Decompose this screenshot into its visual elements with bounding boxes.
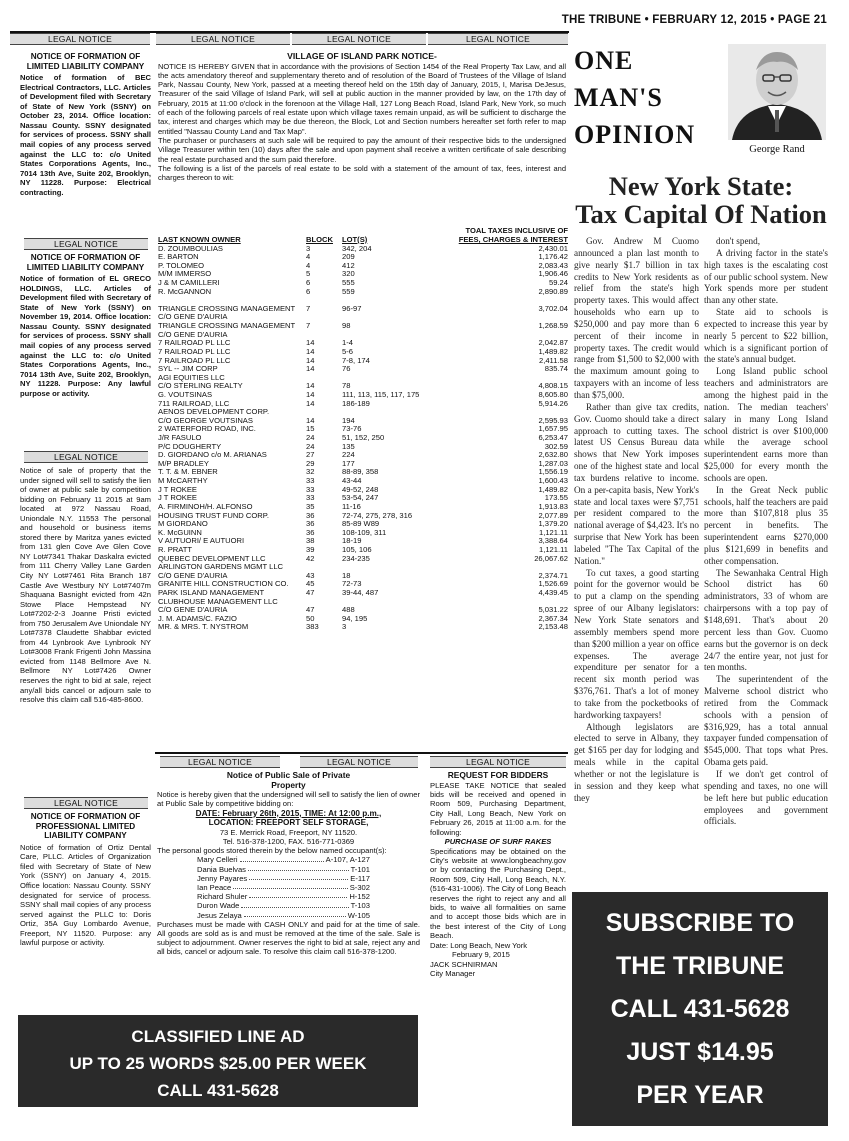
table-cell: PARK ISLAND MANAGEMENT [158, 587, 265, 597]
sale-location: LOCATION: FREEPORT SELF STORAGE, [208, 818, 369, 828]
table-cell: 24 [306, 433, 315, 443]
table-cell: E. BARTON [158, 252, 199, 262]
table-cell: 711 RAILROAD, LLC [158, 398, 230, 408]
table-cell: 11-16 [342, 501, 361, 511]
table-cell: 88-89, 358 [342, 467, 379, 477]
table-cell: TRIANGLE CROSSING MANAGEMENT [158, 303, 296, 313]
table-cell: 14 [306, 398, 315, 408]
occupant-row [197, 874, 370, 883]
column-paragraph: Long Island public school teachers and administrators are among the highest paid in the nation. The median teachers' salary in many Long Island school district is over $100,000 while the average school superintendent earns more than $25,000 for every month the schools are open. [704, 366, 828, 483]
table-row [158, 279, 568, 288]
table-cell: CLUBHOUSE MANAGEMENT LLC [158, 596, 278, 606]
table-cell: 36 [306, 519, 315, 529]
table-cell: 14 [306, 381, 315, 391]
table-cell: TRIANGLE CROSSING MANAGEMENT [158, 321, 296, 331]
classified-line-1: CLASSIFIED LINE AD [131, 1027, 305, 1046]
table-cell [342, 563, 440, 572]
occupant-name: Richard Shuler [197, 892, 248, 902]
table-cell: C/O STERLING REALTY [158, 381, 243, 391]
table-cell: AENOS DEVELOPMENT CORP. [158, 407, 270, 417]
table-cell: 4,439.45 [538, 587, 568, 597]
table-cell: 412 [342, 260, 355, 270]
author-photo [728, 44, 826, 140]
occupant-unit: W-105 [347, 910, 370, 920]
table-cell: 53-54, 247 [342, 493, 379, 503]
table-cell: 39 [306, 544, 315, 554]
occupant-row [197, 901, 370, 910]
table-cell: 555 [342, 278, 355, 288]
notice-body: Notice of sale of property that the under signed will sell to satisfy the lien of owner at public sale by competition bidding on February 11 2015 at 9am located at 972 Nassau Road, Uniondale N.Y. 11553 The personal and household or business items stored there by Maritza yanes evicted from 131 glen Cove Ave Glen Cove NY Lot#7341 Thakar Daskalra evicted from 111 Cherry Valley Lane Garden City NY Lot#7461 Rita Branch 187 Castle Ave Westbury NY Lot#7407m Shaquana Basnight evicted from 42n Stowe Place Hempstead NY Lot#7202-2-3 Joanne Pristi evicted from 750 Jerusalem Ave Uniondale NY Lot#7378 Claudette Shabbar evicted from 44 Lynbrook Ave Lynbrook NY Lot#3008 Frank Frigenti John Massina evicted from 1148 Bellmore Ave N. Bellmore NY Lot#7426 Owner reserves the right to bid at sale, reject any/all bids cancel or adjourn sale to resolve this claim call 516-485-8600. [20, 466, 151, 705]
notice-body: NOTICE IS HEREBY GIVEN that in accordance with the provisions of Section 1454 of the Real Property Tax Law, and all the acts amendatory thereof and supplementary thereto and of resolution of the Board of Trustees of the Village of Island Park, Nassau County, New York, passed at a meeting thereof held on the 15th day of January, 2015, I, Marisa DeJesus, Treasurer of the said Village of Island Park, will sell at public auction in the manner provided by law, on the 17th day of February, 2015 at 11:00 o'clock in the forenoon at the Village Hall, 127 Long Beach Road, Island Park, New York, so much of each of the following parcels of real estate upon which village taxes remain unpaid, as will be sufficient to discharge the tax, interest and charges which may be due thereon, the Block, Lot and Section numbers hereafter set forth refer to map entitled "Nassau County Land and Tax Map". [158, 61, 566, 136]
table-cell: 33 [306, 493, 315, 503]
table-cell: QUEBEC DEVELOPMENT LLC [158, 553, 266, 563]
sale-date: DATE: February 26th, 2015, TIME: At 12:00 p.m., [195, 808, 382, 818]
legal-notice-label: LEGAL NOTICE [24, 238, 148, 250]
table-cell: 1,906.46 [538, 269, 568, 279]
table-cell: 209 [342, 252, 355, 262]
notice-title: VILLAGE OF ISLAND PARK NOTICE- [287, 52, 437, 61]
legal-notice-label: LEGAL NOTICE [10, 33, 150, 45]
column-paragraph: Although legislators are elected to serve in Albany, they get $165 per day for lodging and meals while in the capital whether or not the legislature is in session and they keep what they [574, 721, 699, 803]
table-cell: 98 [342, 321, 351, 331]
occupant-unit: E-117 [350, 873, 370, 883]
table-cell: 320 [342, 269, 355, 279]
legal-notice-label: LEGAL NOTICE [428, 33, 568, 45]
table-cell: 7 RAILROAD PL LLC [158, 338, 231, 348]
table-cell: J T ROKEE [158, 484, 197, 494]
table-header: LAST KNOWN OWNER BLOCK LOT(S) FEES, CHARGES & INTEREST [158, 235, 568, 244]
table-cell: 177 [342, 458, 355, 468]
table-cell: 194 [342, 415, 355, 425]
table-cell: 2,890.89 [538, 286, 568, 296]
table-cell: R. McGANNON [158, 286, 212, 296]
table-cell: 14 [306, 355, 315, 365]
notice-title: NOTICE OF FORMATION OF LIMITED LIABILITY COMPANY [26, 253, 145, 272]
table-cell: 1,287.03 [538, 458, 568, 468]
table-cell: 49-52, 248 [342, 484, 379, 494]
table-cell: 3 [342, 622, 347, 632]
signer-title: City Manager [430, 968, 476, 978]
table-cell: 14 [306, 415, 315, 425]
table-cell: 1,176.42 [538, 252, 568, 262]
page-header: THE TRIBUNE • FEBRUARY 12, 2015 • PAGE 21 [561, 14, 827, 26]
table-cell: C/O GEORGE VOUTSINAS [158, 415, 253, 425]
table-cell: 6 [306, 278, 311, 288]
leader-dots [249, 892, 347, 898]
occupant-row [197, 865, 370, 874]
legal-notice-label: LEGAL NOTICE [24, 451, 148, 463]
table-row [158, 468, 568, 477]
goods-intro: The personal goods stored therein by the below named occupant(s): [157, 846, 387, 856]
table-cell: J & M CAMILLERI [158, 278, 220, 288]
table-cell: 105, 106 [342, 544, 372, 554]
leader-dots [233, 883, 348, 889]
table-cell: 4 [306, 252, 311, 262]
table-cell: 45 [306, 579, 315, 589]
table-cell: 2,367.34 [538, 613, 568, 623]
table-cell: 2,632.80 [538, 450, 568, 460]
tax-sale-table [158, 236, 568, 632]
leader-dots [249, 874, 348, 880]
table-cell: 835.74 [544, 364, 568, 374]
table-cell: 39-44, 487 [342, 587, 379, 597]
table-cell: 27 [306, 450, 315, 460]
occupant-unit: S-302 [349, 883, 370, 892]
table-cell [342, 331, 440, 340]
notice-el-greco [20, 253, 151, 443]
table-cell [342, 598, 440, 607]
table-cell: C/O GENE D'AURIA [158, 329, 228, 339]
public-sale-notice [157, 771, 420, 1011]
table-cell: GRANITE HILL CONSTRUCTION CO. [158, 579, 289, 589]
table-cell [342, 313, 440, 322]
table-cell: 14 [306, 364, 315, 374]
table-cell: 15 [306, 424, 315, 434]
table-cell: 1,379.20 [538, 519, 568, 529]
table-cell: 8,605.80 [538, 389, 568, 399]
island-park-notice [158, 52, 566, 234]
table-cell: 6,253.47 [538, 433, 568, 443]
column-paragraph: In the Great Neck public schools, half the teachers are paid more than $107,818 plus 35 percent in benefits. The superintendent earns $270,000 plus $121,699 in benefits and other compensation. [704, 484, 828, 566]
occupant-unit: H-152 [349, 892, 370, 902]
sale-address: 73 E. Merrick Road, Freeport, NY 11520. [219, 827, 358, 837]
occupant-list [157, 855, 420, 919]
table-cell: 29 [306, 458, 315, 468]
table-cell: D. ZOUMBOULIAS [158, 243, 223, 253]
table-cell: M GIORDANO [158, 519, 208, 529]
table-cell: 2,595.93 [538, 415, 568, 425]
table-row [158, 451, 568, 460]
signer-name: JACK SCHNIRMAN [430, 959, 498, 969]
table-cell: 1,556.19 [538, 467, 568, 477]
subscribe-line-5: PER YEAR [636, 1081, 764, 1109]
legal-notice-label: LEGAL NOTICE [156, 33, 290, 45]
table-cell: 2,042.87 [538, 338, 568, 348]
occupant-unit: A-107, A-127 [325, 855, 370, 865]
table-cell: 224 [342, 450, 355, 460]
table-cell: 3 [306, 243, 311, 253]
table-cell: 5 [306, 269, 311, 279]
table-cell: AGI EQUITIES LLC [158, 372, 225, 382]
table-cell: 85-89 W89 [342, 519, 380, 529]
table-cell: C/O GENE D'AURIA [158, 605, 228, 615]
table-row [158, 245, 568, 254]
table-cell: 7 [306, 303, 311, 313]
table-row [158, 288, 568, 297]
legal-notice-label: LEGAL NOTICE [160, 756, 280, 768]
table-cell: P/C DOUGHERTY [158, 441, 222, 451]
table-cell: 33 [306, 484, 315, 494]
table-cell: 14 [306, 389, 315, 399]
table-cell: 4,808.15 [538, 381, 568, 391]
leader-dots [248, 865, 349, 871]
table-cell: 47 [306, 605, 315, 615]
occupant-row [197, 855, 370, 864]
table-cell: 1,913.83 [538, 501, 568, 511]
column-paragraph: The Sewanhaka Central High School district has 60 administrators, 33 of whom are chairpersons with a top pay of $148,691. That's about 20 percent less than Gov. Cuomo earns but the governor is on deck 24/7 the entire year, not just for ten months. [704, 567, 828, 673]
table-cell: 234-235 [342, 553, 370, 563]
col-header-top: TOAL TAXES INCLUSIVE OF [465, 226, 568, 235]
table-cell: G. VOUTSINAS [158, 389, 213, 399]
table-cell: 1,600.43 [538, 476, 568, 486]
notice-body: PLEASE TAKE NOTICE that sealed bids will be received and opened in Room 509, Purchasing Department, City Hall, Long Beach, New York on February 26, 2015 at 11:00 a.m. for the following: [430, 780, 566, 837]
notice-ortiz-dental [20, 812, 151, 1024]
author-name: George Rand [749, 144, 805, 155]
notice-sale-of-property [20, 466, 151, 792]
subscribe-box [572, 892, 828, 1126]
table-cell: 302.59 [544, 441, 568, 451]
table-cell: 36 [306, 510, 315, 520]
table-cell: D. GIORDANO c/o M. ARIANAS [158, 450, 267, 460]
table-cell: 18-19 [342, 536, 362, 546]
subscribe-line-2: THE TRIBUNE [615, 952, 785, 980]
table-cell: 6 [306, 286, 311, 296]
table-cell: M McCARTHY [158, 476, 208, 486]
table-cell: 2,083.43 [538, 260, 568, 270]
table-cell: 7 RAILROAD PL LLC [158, 346, 231, 356]
table-cell: 59.24 [548, 278, 568, 288]
table-cell: J. M. ADAMS/C. FAZIO [158, 613, 237, 623]
column-headline: New York State: Tax Capital Of Nation [575, 172, 827, 228]
table-cell: 43 [306, 570, 315, 580]
table-cell: V AUTUORI/ E AUTUORI [158, 536, 245, 546]
table-cell: K. McGUINN [158, 527, 202, 537]
notice-body: The following is a list of the parcels of real estate to be sold with a statement of the amount of tax, fees, interest and charges thereon to wit: [158, 163, 566, 183]
table-row [158, 253, 568, 262]
table-cell: 2,430.01 [538, 243, 568, 253]
column-text-right [704, 236, 828, 876]
bid-date: Date: Long Beach, New York [430, 940, 528, 950]
legal-notice-label: LEGAL NOTICE [24, 797, 148, 809]
subscribe-line-1: SUBSCRIBE TO [605, 909, 795, 937]
table-cell: 559 [342, 286, 355, 296]
table-cell: 488 [342, 605, 355, 615]
occupant-name: Jenny Payares [197, 873, 248, 883]
occupant-name: Duron Wade [197, 901, 240, 911]
notice-body: Notice is hereby given that the undersigned will sell to satisfy the lien of owner at Public Sale by competitive bidding on: [157, 790, 420, 809]
table-cell: 33 [306, 476, 315, 486]
table-cell [342, 374, 440, 383]
notice-body: The purchaser or purchasers at such sale will be required to pay the amount of their respective bids to the undersigned Village Treasurer within ten (10) days after the sale and upon payment shall receive a written certificate of sale describing the real estate purchased and the sum paid therefore. [158, 135, 566, 164]
table-cell: 7 [306, 321, 311, 331]
occupant-row [197, 892, 370, 901]
table-cell: HOUSING TRUST FUND CORP. [158, 510, 269, 520]
column-paragraph: A driving factor in the state's high taxes is the escalating cost of our public school system. New York spends more per student than any other state. [704, 247, 828, 306]
table-cell: C/O GENE D'AURIA [158, 312, 228, 322]
table-cell: M/P BRADLEY [158, 458, 209, 468]
occupant-row [197, 883, 370, 892]
table-cell: 36 [306, 527, 315, 537]
table-cell: 78 [342, 381, 351, 391]
classified-ad-box [18, 1015, 418, 1107]
column-logo: ONE MAN'S OPINION [574, 46, 696, 149]
classified-line-3: CALL 431-5628 [157, 1081, 279, 1100]
table-cell: 47 [306, 587, 315, 597]
table-cell: 1,121.11 [539, 544, 568, 554]
table-cell: 135 [342, 441, 355, 451]
table-cell: 73-76 [342, 424, 362, 434]
sale-phone: Tel. 516-378-1200, FAX. 516-771-0369 [222, 836, 355, 846]
table-cell: 173.55 [544, 493, 568, 503]
occupant-name: Dania Buelvas [197, 864, 246, 874]
table-cell: 35 [306, 501, 315, 511]
table-cell: 32 [306, 467, 315, 477]
sale-terms: Purchases must be made with CASH ONLY and paid for at the time of sale. All goods are sold as is and must be removed at the time of the sale. Sale is subject to adjournment. Owner reserves the right to bid at sale, reject any and all bids, cancel or adjourn sale. To resolve this claim call 516-378-1200. [157, 919, 420, 957]
leader-dots [240, 855, 324, 861]
table-cell: 1,489.82 [538, 484, 568, 494]
bid-date-2: February 9, 2015 [452, 950, 510, 960]
table-cell: 1-4 [342, 338, 353, 348]
table-cell: 43-44 [342, 476, 362, 486]
table-cell: 2,077.89 [538, 510, 568, 520]
table-cell: J T ROKEE [158, 493, 197, 503]
table-cell: A. FIRMINOH/H. ALFONSO [158, 501, 253, 511]
table-cell: 1,526.69 [538, 579, 568, 589]
table-cell: 108-109, 311 [342, 527, 387, 537]
table-cell: 2,411.58 [539, 355, 568, 365]
table-cell: 38 [306, 536, 315, 546]
table-cell: 24 [306, 441, 315, 451]
occupant-name: Mary Celleri [197, 855, 238, 865]
notice-title: REQUEST FOR BIDDERS [447, 771, 549, 780]
column-header [572, 40, 830, 168]
column-text-left [574, 236, 699, 876]
table-cell: 3,388.64 [538, 536, 568, 546]
table-cell: 1,268.59 [538, 321, 568, 331]
table-cell: T. T. & M. EBNER [158, 467, 218, 477]
leader-dots [244, 911, 346, 917]
notice-title: NOTICE OF FORMATION OF LIMITED LIABILITY COMPANY [26, 52, 145, 71]
table-cell: 2,153.48 [538, 622, 568, 632]
table-cell: 7-8, 174 [342, 355, 370, 365]
table-cell: 72-73 [342, 579, 362, 589]
occupant-name: Jesus Zelaya [197, 910, 242, 920]
table-cell: 2 WATERFORD ROAD, INC. [158, 424, 256, 434]
table-cell: MR. & MRS. T. NYSTROM [158, 622, 249, 632]
table-cell: P. TOLOMEO [158, 260, 205, 270]
column-paragraph: Gov. Andrew M Cuomo announced a plan last month to give nearly $1.7 billion in tax credits to New York residents as relief from the state's high property taxes. This would affect households who earn up to $250,000 and pay more than 6 percent of their income in property taxes. The credit would range from $1,500 to $2,000 with the maximum amount going to taxpayers with an income of less than $75,000. [574, 236, 699, 400]
leader-dots [241, 901, 348, 907]
table-cell: 186-189 [342, 398, 370, 408]
table-cell: 7 RAILROAD PL LLC [158, 355, 231, 365]
column-paragraph: don't spend, [716, 236, 761, 246]
table-cell: 14 [306, 338, 315, 348]
occupant-name: Ian Peace [197, 883, 232, 892]
table-cell: M/M IMMERSO [158, 269, 212, 279]
occupant-row [197, 911, 370, 920]
table-cell: ARLINGTON GARDENS MGMT LLC [158, 562, 284, 572]
column-paragraph: To cut taxes, a good starting point for the governor would be to put a clamp on the spending spree of our Albany legislators: New York State senators and assembly members spend more than $200 million a year on office expenses. The average expenditure per senator for a recent six month period was $376,761. That's a lot of money to take from the pocketbooks of hardworking taxpayers! [574, 567, 699, 720]
table-row [158, 623, 568, 632]
bid-item: PURCHASE OF SURF RAKES [444, 837, 552, 847]
notice-body: Specifications may be obtained on the City's website at www.longbeachny.gov or by contacting the Purchasing Dept., Room 509, City Hall, Long Beach, N.Y. (516-431-1006). The City of Long Beach reserves the right to reject any and all bids, to waive all formalities on same and to accept those bids which are in the best interest of the City of Long Beach. [430, 846, 566, 941]
table-cell: 2,374.71 [538, 570, 568, 580]
table-cell [306, 296, 342, 305]
table-cell: SYL -- JIM CORP [158, 364, 218, 374]
column-paragraph: Rather than give tax credits, Gov. Cuomo should take a direct approach to cutting taxes. The latest US Census Bureau data shows that New York imposes one of the highest state and local tax burdens relative to income. On a per-capita basis, New York's state and local taxes were $7,751 per resident compared to the national average of $4,423. It's no surprise that New York has been labeled "The Tax Capital of the Nation." [574, 401, 699, 566]
notice-body: Notice of formation of EL GRECO HOLDINGS, LLC. Articles of Development filed with Secretary of State of New York (SSNY) on November 19, 2014. Office location: Nassau County. SSNY designated for services of process. SSNY shall mail copies of any process served against the LLC to: c/o United States Corporations Agents, Inc., 7014 13th Ave, Suite 202, Brooklyn, NY 11228. Purpose: Any lawful purpose or activity. [20, 274, 151, 398]
table-row [158, 357, 568, 366]
table-cell: 342, 204 [342, 243, 372, 253]
notice-title: Notice of Public Sale of Private Property [226, 771, 351, 790]
table-cell: 5-6 [342, 346, 353, 356]
table-cell: 111, 113, 115, 117, 175 [342, 389, 420, 399]
table-cell: 383 [306, 622, 319, 632]
legal-notice-label: LEGAL NOTICE [292, 33, 426, 45]
table-cell: 1,489.82 [538, 346, 568, 356]
legal-notice-label: LEGAL NOTICE [430, 756, 566, 768]
table-cell: 42 [306, 553, 315, 563]
table-cell: C/O GENE D'AURIA [158, 570, 228, 580]
section-rule [155, 752, 568, 754]
table-cell: 18 [342, 570, 351, 580]
notice-body: Notice of formation of Ortiz Dental Care, PLLC. Articles of Organization filed with Secretary of State of New York (SSNY) on January 4, 2015. Office location: Nassau County. SSNY designated for service of process. SSNY shall mail copies of any process served against the PLLC to: Doris Ortiz, 35A Guy Lombardo Avenue, Freeport, NY 11520. Purpose: any lawful purpose or activity. [20, 842, 151, 948]
table-cell: J/R FASULO [158, 433, 202, 443]
classified-line-2: UP TO 25 WORDS $25.00 PER WEEK [69, 1054, 367, 1073]
occupant-unit: T-103 [350, 901, 370, 911]
table-cell: 14 [306, 346, 315, 356]
column-paragraph: The superintendent of the Malverne school district who retired from the Commack schools with a pension of $316,929, has a total annual taxpayer funded compensation of $545,000. That tops what Pres. Obama gets paid. [704, 674, 828, 768]
table-cell: 96-97 [342, 303, 362, 313]
table-cell: 50 [306, 613, 315, 623]
occupant-unit: T-101 [350, 864, 370, 874]
column-paragraph: State aid to schools is expected to increase this year by nearly 5 percent to $22 billion, which is a significant portion of the state's annual budget. [704, 307, 828, 365]
notice-bec-electrical [20, 52, 151, 234]
notice-title: NOTICE OF FORMATION OF PROFESSIONAL LIMITED LIABILITY COMPANY [30, 812, 141, 841]
table-cell: 5,031.22 [538, 605, 568, 615]
table-cell: 72-74, 275, 278, 316 [342, 510, 413, 520]
notice-body: Notice of formation of BEC Electrical Contractors, LLC. Articles of Development filed with Secretary of State of New York (SSNY) on October 23, 2014. Office location: Nassau County. SSNY designated for services of process. SSNY shall mail copies of any process served against the LLC to: c/o United States Corporations Agents, Inc., 7014 13th Ave, Suite 202, Brooklyn, NY 11228. Purpose: Electrical contracting. [20, 73, 151, 197]
table-cell: 26,067.62 [534, 553, 568, 563]
subscribe-line-3: CALL 431-5628 [610, 995, 790, 1023]
table-cell: 5,914.26 [538, 398, 568, 408]
table-cell: 76 [342, 364, 351, 374]
table-row [158, 262, 568, 271]
table-cell: 3,702.04 [538, 303, 568, 313]
table-cell: 1,657.95 [538, 424, 568, 434]
table-cell [306, 313, 342, 322]
subscribe-line-4: JUST $14.95 [626, 1038, 774, 1066]
table-cell: 51, 152, 250 [342, 433, 385, 443]
table-cell: 4 [306, 260, 311, 270]
table-cell: 1,121.11 [539, 527, 568, 537]
table-cell: R. PRATT [158, 544, 193, 554]
table-cell: 94, 195 [342, 613, 368, 623]
column-paragraph: If we don't get control of spending and taxes, no one will be left here but public education employees and government officials. [704, 768, 828, 827]
table-cell [342, 408, 440, 417]
request-for-bidders [430, 771, 566, 1041]
legal-notice-label: LEGAL NOTICE [300, 756, 418, 768]
